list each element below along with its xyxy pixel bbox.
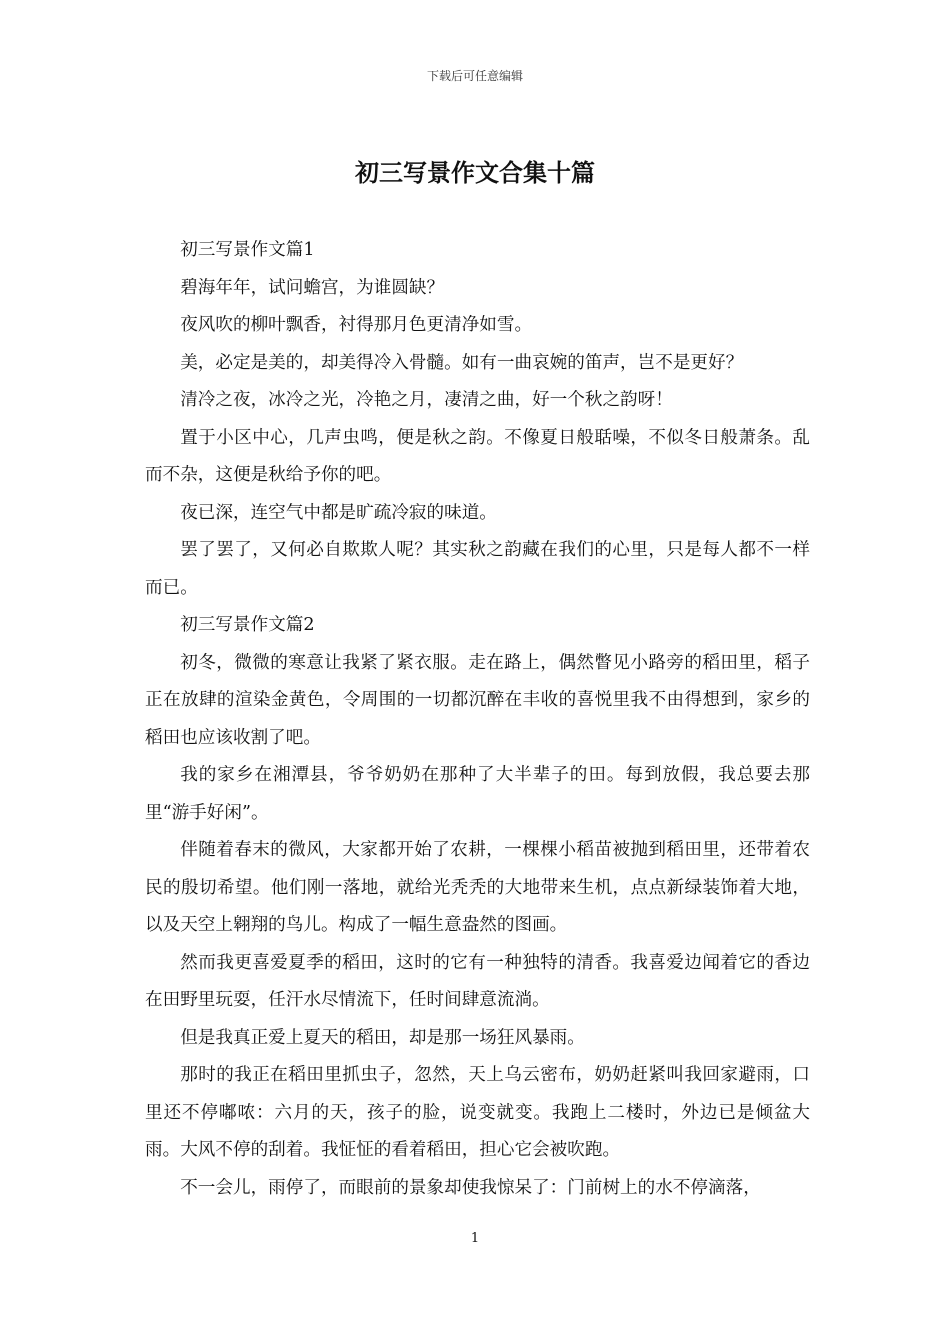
section-heading-1: 初三写景作文篇1: [180, 240, 315, 260]
header-note: 下载后可任意编辑: [426, 69, 523, 83]
paragraph: 置于小区中心，几声虫鸣，便是秋之韵。不像夏日般聒噪，不似冬日般萧条。乱而不杂，这便是秋给予你的吧。: [145, 427, 810, 485]
paragraph: 我的家乡在湘潭县，爷爷奶奶在那种了大半辈子的田。每到放假，我总要去那里“游手好闲”。: [145, 765, 810, 823]
paragraph: 初冬，微微的寒意让我紧了紧衣服。走在路上，偶然瞥见小路旁的稻田里，稻子正在放肆的渲染金黄色，令周围的一切都沉醉在丰收的喜悦里我不由得想到，家乡的稻田也应该收割了吧。: [145, 652, 810, 748]
paragraph: 但是我真正爱上夏天的稻田，却是那一场狂风暴雨。: [180, 1027, 585, 1048]
paragraph: 清冷之夜，冰冷之光，冷艳之月，凄清之曲，好一个秋之韵呀！: [180, 390, 673, 410]
paragraph: 罢了罢了，又何必自欺欺人呢？其实秋之韵藏在我们的心里，只是每人都不一样而已。: [145, 540, 810, 598]
paragraph: 碧海年年，试问蟾宫，为谁圆缺？: [180, 277, 445, 298]
document-body: [145, 232, 810, 1207]
paragraph: 夜已深，连空气中都是旷疏冷寂的味道。: [180, 502, 497, 523]
paragraph: 伴随着春末的微风，大家都开始了农耕，一棵棵小稻苗被抛到稻田里，还带着农民的殷切希望。他们刚一落地，就给光秃秃的大地带来生机，点点新绿装饰着大地，以及天空上翱翔的鸟儿。构成了一幅生意盎然的图画。: [145, 840, 810, 935]
section-heading-2: 初三写景作文篇2: [180, 615, 315, 635]
document-title: 初三写景作文合集十篇: [355, 158, 595, 187]
paragraph: 不一会儿，雨停了，而眼前的景象却使我惊呆了：门前树上的水不停滴落，: [180, 1177, 761, 1198]
paragraph: 美，必定是美的，却美得冷入骨髓。如有一曲哀婉的笛声，岂不是更好？: [180, 352, 744, 373]
paragraph: 夜风吹的柳叶飘香，衬得那月色更清净如雪。: [180, 315, 533, 335]
paragraph: 那时的我正在稻田里抓虫子，忽然，天上乌云密布，奶奶赶紧叫我回家避雨，口里还不停嘟哝：六月的天，孩子的脸，说变就变。我跑上二楼时，外边已是倾盆大雨。大风不停的刮着。我怔怔的看着稻田，担心它会被吹跑。: [145, 1065, 810, 1160]
paragraph: 然而我更喜爱夏季的稻田，这时的它有一种独特的清香。我喜爱边闻着它的香边在田野里玩耍，任汗水尽情流下，任时间肆意流淌。: [145, 952, 810, 1010]
page-number: 1: [470, 1231, 480, 1246]
